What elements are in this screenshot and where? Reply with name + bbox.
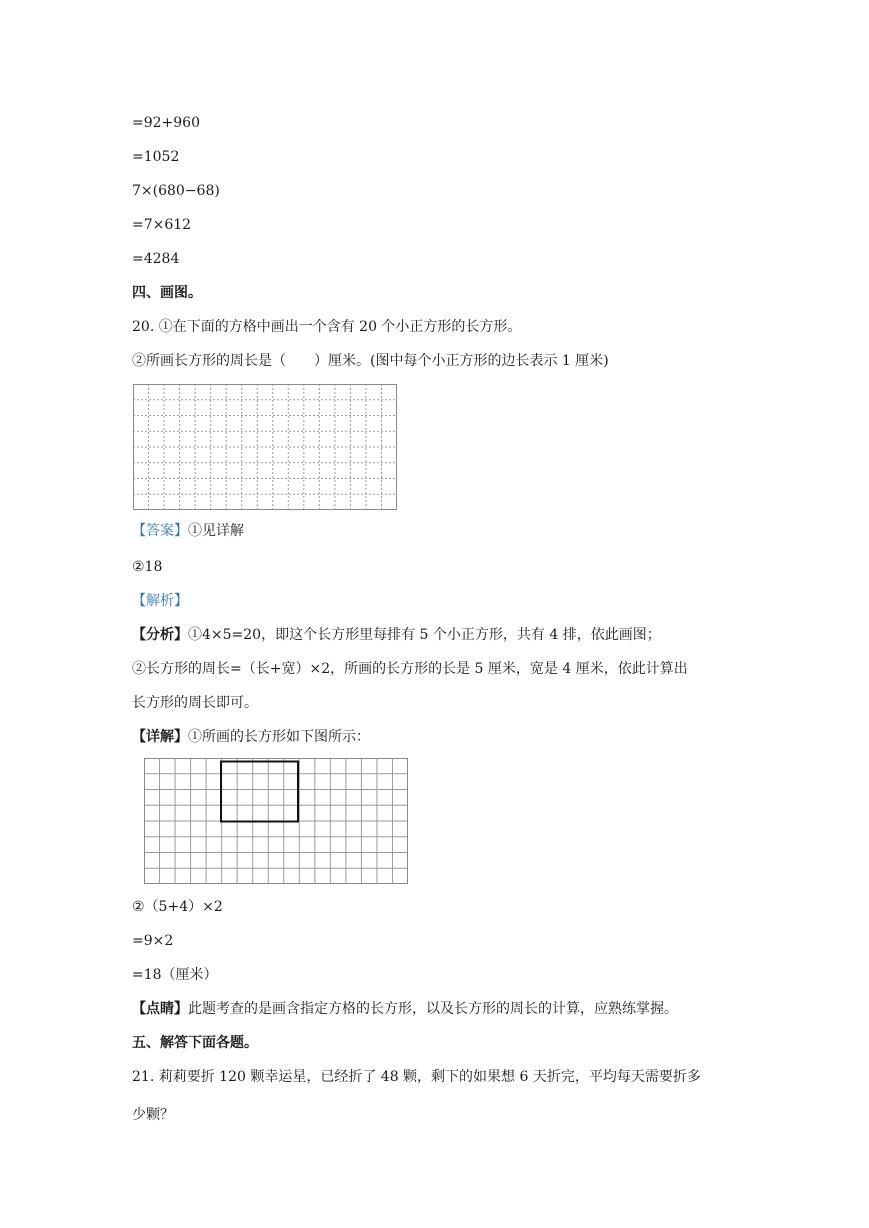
fenxi-tag: 【分析】 <box>132 627 188 643</box>
section-4-title: 四、画图。 <box>132 285 202 301</box>
answer-line-1 <box>132 522 244 540</box>
detail-calc-2: =9×2 <box>132 933 174 949</box>
xiangjie-text: ①所画的长方形如下图所示： <box>188 729 370 745</box>
answer-line-2: ②18 <box>132 559 163 575</box>
xiangjie-tag: 【详解】 <box>132 729 188 745</box>
blank-grid <box>133 384 397 510</box>
question-20-line-1: 20. ①在下面的方格中画出一个含有 20 个小正方形的长方形。 <box>132 319 522 335</box>
question-20-line-2: ②所画长方形的周长是（ ）厘米。(图中每个小正方形的边长表示 1 厘米) <box>132 353 609 369</box>
calc-line-2: =1052 <box>132 149 180 165</box>
section-5-title: 五、解答下面各题。 <box>132 1035 258 1051</box>
detail-calc-1: ②（5+4）×2 <box>132 899 223 915</box>
calc-line-3: 7×(680−68) <box>132 183 220 199</box>
fenxi-line-1 <box>132 626 661 644</box>
fenxi-line-2: ②长方形的周长=（长+宽）×2，所画的长方形的长是 5 厘米，宽是 4 厘米，依此计算出 <box>132 661 688 677</box>
answer-text-1: ①见详解 <box>188 523 244 539</box>
calc-line-5: =4284 <box>132 251 180 267</box>
calc-line-1: =92+960 <box>132 115 200 131</box>
question-21-line-1: 21. 莉莉要折 120 颗幸运星，已经折了 48 颗，剩下的如果想 6 天折完，平均每天需要折多 <box>132 1069 701 1085</box>
fenxi-line-3: 长方形的周长即可。 <box>132 695 258 711</box>
question-21-line-2: 少颗？ <box>132 1107 174 1123</box>
analysis-tag: 【解析】 <box>132 593 188 609</box>
dianjing-text: 此题考查的是画含指定方格的长方形，以及长方形的周长的计算，应熟练掌握。 <box>188 1001 678 1017</box>
dianjing-tag: 【点睛】 <box>132 1001 188 1017</box>
answer-tag: 【答案】 <box>132 523 188 539</box>
calc-line-4: =7×612 <box>132 217 192 233</box>
drawn-rectangle <box>221 762 298 822</box>
fenxi-text: ①4×5=20，即这个长方形里每排有 5 个小正方形，共有 4 排，依此画图； <box>188 627 661 643</box>
solution-grid <box>144 758 408 884</box>
dianjing-line <box>132 1000 678 1018</box>
xiangjie-line <box>132 728 370 746</box>
detail-calc-3: =18（厘米） <box>132 967 218 983</box>
